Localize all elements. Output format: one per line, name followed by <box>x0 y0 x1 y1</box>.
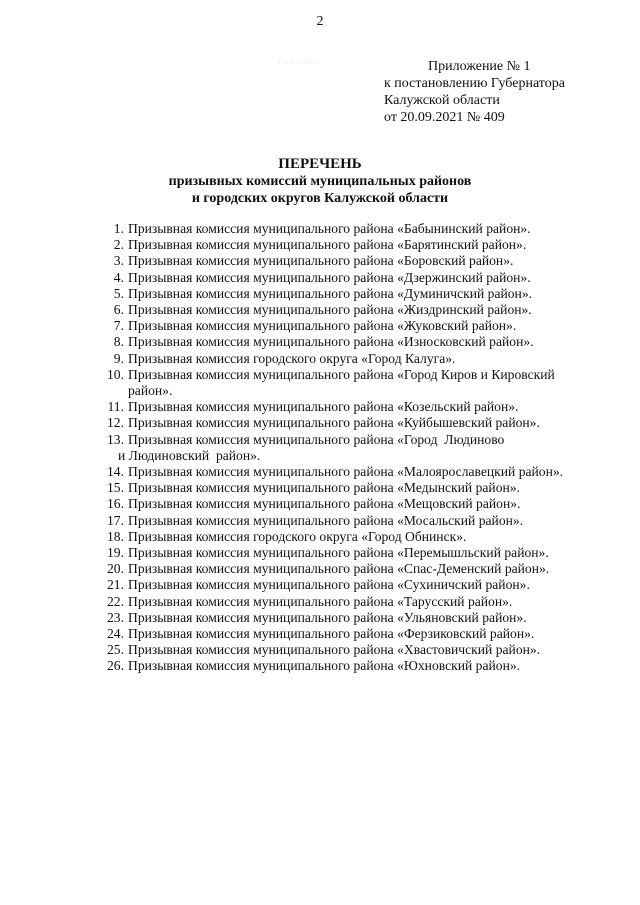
list-item-text-block <box>128 529 466 545</box>
list-item-number: 6. <box>113 302 124 318</box>
list-item-text-block <box>128 253 513 269</box>
list-item-text: Призывная комиссия муниципального района «Город Киров и Кировский <box>128 366 555 382</box>
list-item <box>104 642 604 658</box>
list-item-text: Призывная комиссия муниципального района «Мещовский район». <box>128 496 521 512</box>
list-item <box>104 221 604 237</box>
appendix-date: от 20.09.2021 № 409 <box>384 110 505 125</box>
list-item <box>104 577 604 593</box>
page-number: 2 <box>316 14 324 29</box>
list-item-number: 17. <box>107 512 124 528</box>
list-item-text-block <box>128 367 598 399</box>
list-item-text: Призывная комиссия муниципального района «Дзержинский район». <box>128 269 531 285</box>
list-item <box>104 529 604 545</box>
faint-scan-mark: . . . . .. . <box>278 55 317 65</box>
list-item-text-block <box>128 286 532 302</box>
list-item <box>104 415 604 431</box>
list-item-text-block <box>128 658 520 674</box>
list-item-number: 11. <box>107 399 124 415</box>
list-item-number: 19. <box>107 545 124 561</box>
title-subtitle-line2: и городских округов Калужской области <box>191 191 449 206</box>
list-item-text: Призывная комиссия муниципального района «Перемышльский район». <box>128 545 549 561</box>
list-item-text-block <box>128 302 532 318</box>
list-item <box>104 658 604 674</box>
list-item-text: Призывная комиссия муниципального района «Думиничский район». <box>128 285 533 301</box>
list-item-text-block <box>118 431 505 464</box>
list-item-number: 24. <box>107 626 124 642</box>
list-item <box>104 626 604 642</box>
list-item-number: 18. <box>107 528 124 544</box>
list-item-number: 2. <box>113 237 124 253</box>
list-item <box>104 496 604 512</box>
list-item-number: 22. <box>107 593 124 609</box>
list-item-text: Призывная комиссия городского округа «Город Калуга». <box>128 350 456 366</box>
list-item-continuation: район». <box>128 383 173 399</box>
appendix-region: Калужской области <box>384 93 500 108</box>
list-item <box>104 561 604 577</box>
list-item-text-block <box>128 642 540 658</box>
list-item-text: Призывная комиссия муниципального района «Ульяновский район». <box>128 609 527 625</box>
list-item-continuation: и Людиновский район». <box>118 447 261 463</box>
list-item-text-block <box>128 270 531 286</box>
list-item-text: Призывная комиссия муниципального района «Спас-Деменский район». <box>128 561 550 577</box>
list-item <box>104 351 604 367</box>
list-item <box>104 318 604 334</box>
list-item-text-block <box>128 594 512 610</box>
list-item-number: 5. <box>113 285 124 301</box>
list-item-text: Призывная комиссия муниципального района «Бабынинский район». <box>128 221 531 236</box>
list-item <box>104 464 604 480</box>
list-item-text: Призывная комиссия муниципального района «Износковский район». <box>128 334 534 350</box>
list-item-text: Призывная комиссия муниципального района «Хвастовичский район». <box>128 642 541 658</box>
list-item <box>104 545 604 561</box>
list-item <box>104 399 604 415</box>
list-item-number: 15. <box>107 480 124 496</box>
list-item-text: Призывная комиссия муниципального района «Медынский район». <box>128 480 520 496</box>
list-item <box>104 480 604 496</box>
list-item-number: 1. <box>113 221 124 236</box>
document-title <box>0 156 640 207</box>
list-item-text: Призывная комиссия муниципального района «Юхновский район». <box>128 658 521 674</box>
list-item <box>104 286 604 302</box>
list-item <box>104 237 604 253</box>
appendix-number: Приложение № 1 <box>428 59 531 74</box>
list-item-text-block <box>128 480 520 496</box>
list-item-text: Призывная комиссия муниципального района «Тарусский район». <box>128 593 513 609</box>
list-item-text-block <box>128 561 549 577</box>
list-item <box>104 367 604 399</box>
list-item-number: 4. <box>113 269 124 285</box>
list-item-number: 21. <box>107 577 124 593</box>
list-item-text-block <box>128 318 516 334</box>
list-item-number: 10. <box>107 366 124 382</box>
list-item-text-block <box>128 496 520 512</box>
list-item-text-block <box>128 610 527 626</box>
list-item <box>104 594 604 610</box>
list-item-text-block <box>128 221 531 237</box>
list-item-text: Призывная комиссия муниципального района «Барятинский район». <box>128 237 527 253</box>
list-item <box>104 253 604 269</box>
list-item <box>104 270 604 286</box>
list-item-number: 12. <box>107 415 124 431</box>
list-item-text: Призывная комиссия муниципального района «Козельский район». <box>128 399 519 415</box>
list-item-number: 14. <box>107 464 124 480</box>
list-item-number: 25. <box>107 642 124 658</box>
list-item <box>104 610 604 626</box>
list-item-number: 26. <box>107 658 124 674</box>
list-item-text: Призывная комиссия муниципального района «Город Людиново <box>128 431 505 447</box>
list-item-text-block <box>128 351 455 367</box>
list-item-text-block <box>128 577 530 593</box>
list-item-number: 23. <box>107 609 124 625</box>
list-item <box>104 334 604 350</box>
list-item <box>104 432 604 464</box>
list-item-text-block <box>128 399 518 415</box>
list-item-text-block <box>128 334 534 350</box>
title-heading: ПЕРЕЧЕНЬ <box>278 156 362 172</box>
list-item-text: Призывная комиссия муниципального района «Куйбышевский район». <box>128 415 540 431</box>
list-item-text: Призывная комиссия муниципального района «Малоярославецкий район». <box>128 464 564 480</box>
appendix-header <box>384 58 565 126</box>
list-item <box>104 513 604 529</box>
list-item-number: 7. <box>113 318 124 334</box>
list-item-text-block <box>128 626 534 642</box>
commission-list <box>104 221 604 675</box>
list-item-text-block <box>128 513 523 529</box>
list-item-number: 16. <box>107 496 124 512</box>
list-item-text: Призывная комиссия муниципального района «Жиздринский район». <box>128 302 532 318</box>
list-item-number: 13. <box>107 431 124 447</box>
list-item-text-block <box>128 415 540 431</box>
list-item-number: 20. <box>107 561 124 577</box>
list-item <box>104 302 604 318</box>
appendix-resolution: к постановлению Губернатора <box>384 76 565 91</box>
list-item-text-block <box>128 464 563 480</box>
list-item-text-block <box>128 237 526 253</box>
list-item-text: Призывная комиссия муниципального района «Жуковский район». <box>128 318 517 334</box>
list-item-text-block <box>128 545 549 561</box>
list-item-number: 3. <box>113 253 124 269</box>
list-item-text: Призывная комиссия муниципального района «Ферзиковский район». <box>128 626 535 642</box>
list-item-text: Призывная комиссия муниципального района «Сухиничский район». <box>128 577 530 593</box>
list-item-number: 8. <box>113 334 124 350</box>
list-item-text: Призывная комиссия муниципального района «Мосальский район». <box>128 512 524 528</box>
list-item-text: Призывная комиссия муниципального района «Боровский район». <box>128 253 514 269</box>
list-item-text: Призывная комиссия городского округа «Город Обнинск». <box>128 528 467 544</box>
list-item-number: 9. <box>113 350 124 366</box>
title-subtitle-line1: призывных комиссий муниципальных районов <box>168 174 472 189</box>
